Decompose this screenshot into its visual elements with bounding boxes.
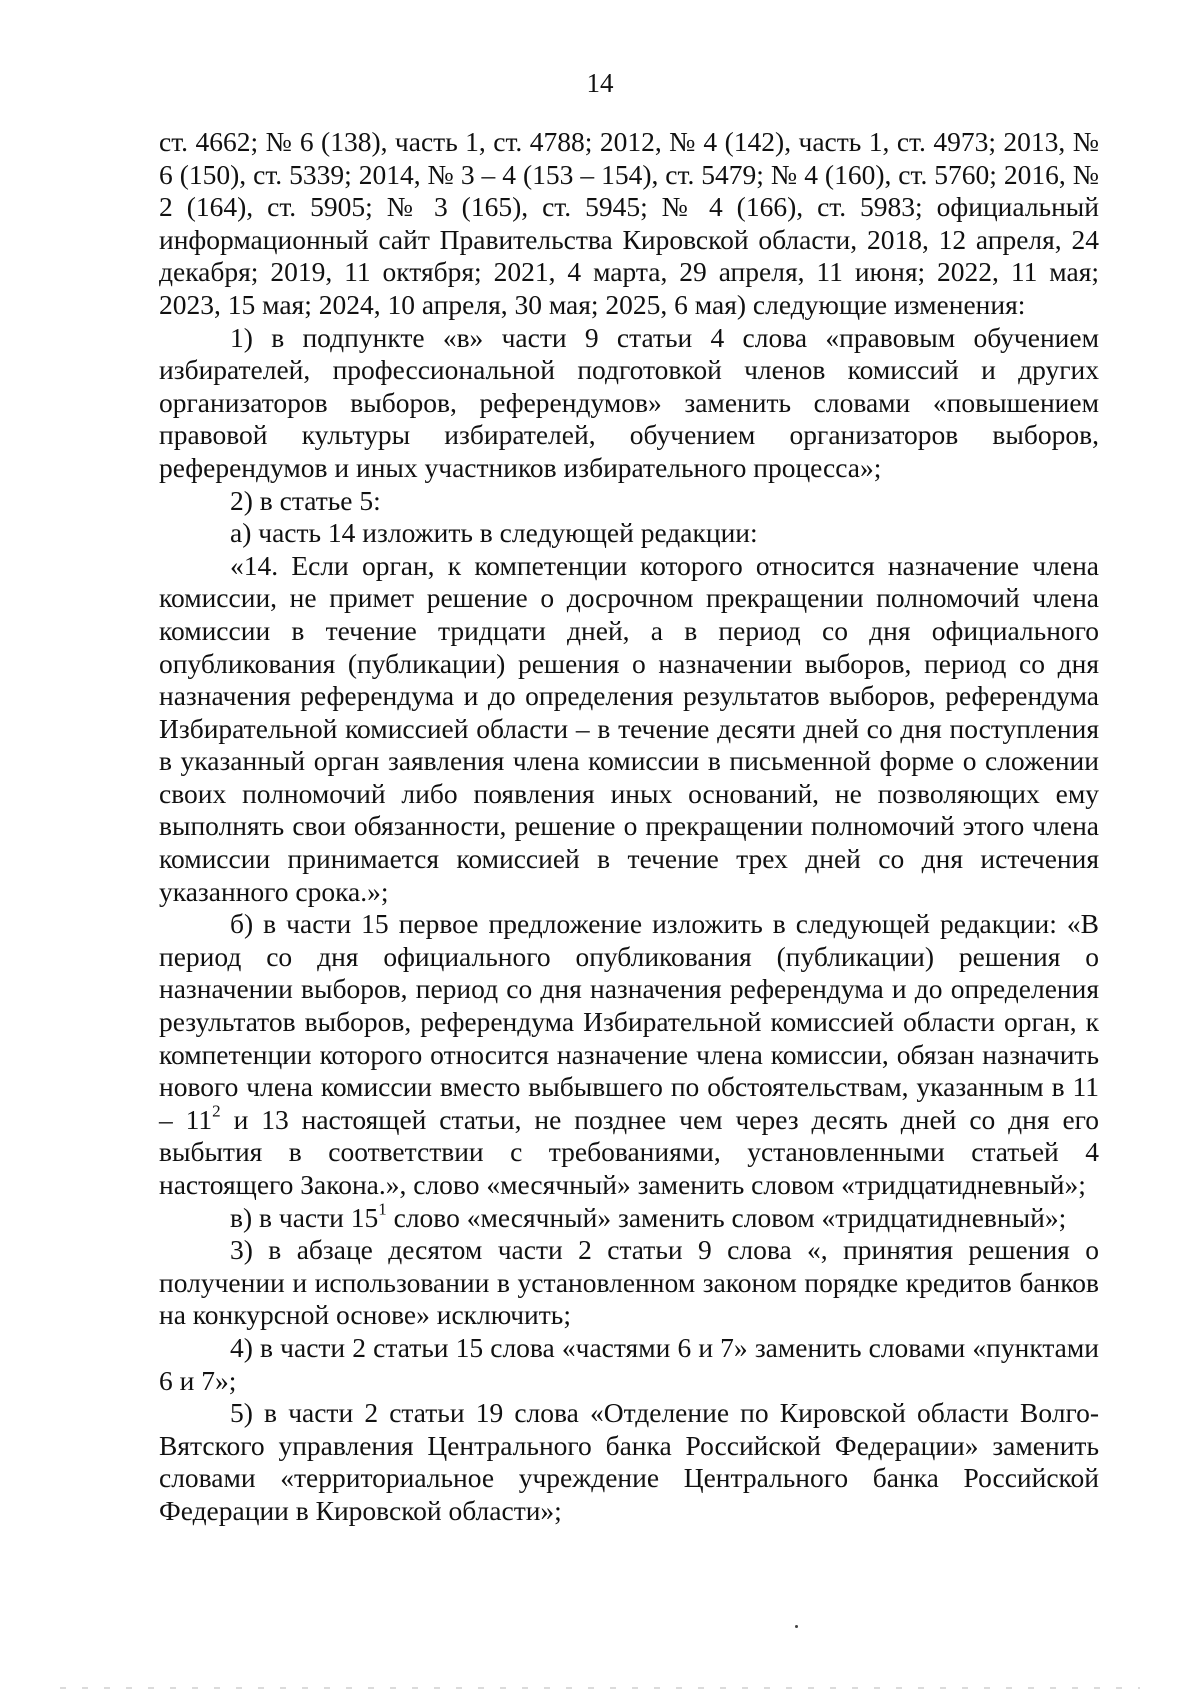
paragraph-item-2b-continuation: и 13 настоящей статьи, не позднее чем через десять дней со дня его выбытия в соответствии с требованиями, установленными статьей 4 настоящего Закона.», слово «месячный» заменить словом «тридцатидневный»; — [159, 1103, 1100, 1200]
page-number: 14 — [586, 68, 614, 98]
paragraph-item-2v-text: в) в части 15 — [230, 1201, 379, 1233]
paragraph-item-2b — [159, 908, 1099, 1201]
paragraph-item-3: 3) в абзаце десятом части 2 статьи 9 слова «, принятия решения о получении и использовании в установленном законом порядке кредитов банков на конкурсной основе» исключить; — [159, 1234, 1099, 1331]
superscript: 1 — [378, 1199, 387, 1219]
scan-edge-noise — [60, 1687, 1140, 1689]
paragraph-item-2v — [159, 1199, 1099, 1235]
superscript: 2 — [212, 1101, 221, 1121]
paragraph-part-14-text: «14. Если орган, к компетенции которого относится назначение члена комиссии, не примет решение о досрочном прекращении полномочий члена комиссии в течение тридцати дней, а в период со дня официального опубликования (публикации) решения о назначении выборов, период со дня назначения референдума и до определения результатов выборов, референдума Избирательной комиссией области – в течение десяти дней со дня поступления в указанный орган заявления члена комиссии в письменной форме о сложении своих полномочий либо появления иных оснований, не позволяющих ему выполнять свои обязанности, решение о прекращении полномочий этого члена комиссии принимается комиссией в течение трех дней со дня истечения указанного срока.»; — [159, 549, 1099, 907]
scan-speck — [795, 1625, 798, 1628]
paragraph-item-1: 1) в подпункте «в» части 9 статьи 4 слова «правовым обучением избирателей, профессиональной подготовкой членов комиссий и других организаторов выборов, референдумов» заменить словами «повышением правовой культуры избирателей, обучением организаторов выборов, референдумов и иных участников избирательного процесса»; — [159, 321, 1099, 483]
paragraph-item-2a: а) часть 14 изложить в следующей редакции: — [230, 517, 758, 549]
paragraph-item-5: 5) в части 2 статьи 19 слова «Отделение по Кировской области Волго-Вятского управления Центрального банка Российской Федерации» заменить словами «территориальное учреждение Центрального банка Российской Федерации в Кировской области»; — [159, 1397, 1099, 1526]
document-body — [159, 126, 1099, 1528]
paragraph-citations: ст. 4662; № 6 (138), часть 1, ст. 4788; 2012, № 4 (142), часть 1, ст. 4973; 2013, № 6 (150), ст. 5339; 2014, № 3 – 4 (153 – 154), ст. 5479; № 4 (160), ст. 5760; 2016, № 2 (164), ст. 5905; № 3 (165), ст. 5945; № 4 (166), ст. 5983; официальный информационный сайт Правительства Кировской области, 2018, 12 апреля, 24 декабря; 2019, 11 октября; 2021, 4 марта, 29 апреля, 11 июня; 2022, 11 мая; 2023, 15 мая; 2024, 10 апреля, 30 мая; 2025, 6 мая) следующие изменения: — [159, 126, 1099, 320]
paragraph-item-2b-text: б) в части 15 первое предложение изложить в следующей редакции: «В период со дня официального опубликования (публикации) решения о назначении выборов, период со дня назначения референдума и до определения результатов выборов, референдума Избирательной комиссией области орган, к компетенции которого относится назначение члена комиссии, обязан назначить нового члена комиссии вместо выбывшего по обстоятельствам, указанным в 11 – 11 — [159, 908, 1099, 1135]
paragraph-item-2v-continuation: слово «месячный» заменить словом «тридцатидневный»; — [386, 1201, 1067, 1233]
paragraph-item-2: 2) в статье 5: — [230, 484, 381, 516]
paragraph-item-4: 4) в части 2 статьи 15 слова «частями 6 и 7» заменить словами «пунктами 6 и 7»; — [159, 1331, 1099, 1396]
